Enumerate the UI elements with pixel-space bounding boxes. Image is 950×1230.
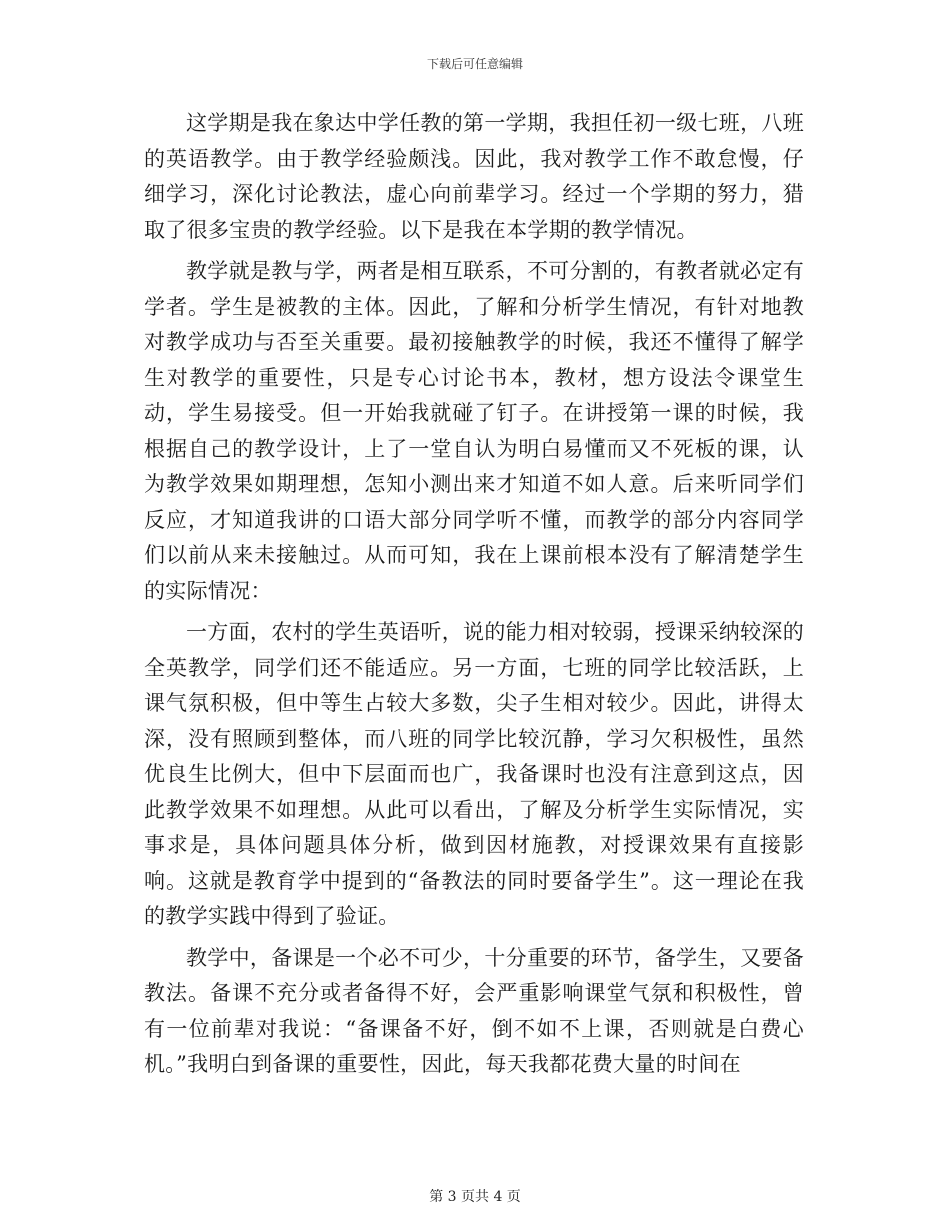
paragraph: 教学中，备课是一个必不可少，十分重要的环节，备学生，又要备教法。备课不充分或者备得不好，会严重影响课堂气氛和积极性，曾有一位前辈对我说：“备课备不好，倒不如不上课，否则就是白费心机。”我明白到备课的重要性，因此，每天我都花费大量的时间在 — [144, 945, 804, 1076]
document-body — [144, 106, 804, 1089]
page-header-note: 下载后可任意编辑 — [426, 57, 523, 71]
paragraph: 教学就是教与学，两者是相互联系，不可分割的，有教者就必定有学者。学生是被教的主体。因此，了解和分析学生情况，有针对地教对教学成功与否至关重要。最初接触教学的时候，我还不懂得了解学生对教学的重要性，只是专心讨论书本，教材，想方设法令课堂生动，学生易接受。但一开始我就碰了钉子。在讲授第一课的时候，我根据自己的教学设计，上了一堂自认为明白易懂而又不死板的课，认为教学效果如期理想，怎知小测出来才知道不如人意。后来听同学们反应，才知道我讲的口语大部分同学听不懂，而教学的部分内容同学们以前从来未接触过。从而可知，我在上课前根本没有了解清楚学生的实际情况： — [144, 259, 804, 603]
page-number: 第 3 页共 4 页 — [429, 1189, 521, 1205]
paragraph: 一方面，农村的学生英语听，说的能力相对较弱，授课采纳较深的全英教学，同学们还不能适应。另一方面，七班的同学比较活跃，上课气氛积极，但中等生占较大多数，尖子生相对较少。因此，讲得太深，没有照顾到整体，而八班的同学比较沉静，学习欠积极性，虽然优良生比例大，但中下层面而也广，我备课时也没有注意到这点，因此教学效果不如理想。从此可以看出，了解及分析学生实际情况，实事求是，具体问题具体分析，做到因材施教，对授课效果有直接影响。这就是教育学中提到的“备教法的同时要备学生”。这一理论在我的教学实践中得到了验证。 — [144, 620, 804, 928]
paragraph: 这学期是我在象达中学任教的第一学期，我担任初一级七班，八班的英语教学。由于教学经验颇浅。因此，我对教学工作不敢怠慢，仔细学习，深化讨论教法，虚心向前辈学习。经过一个学期的努力，猎取了很多宝贵的教学经验。以下是我在本学期的教学情况。 — [144, 111, 804, 242]
